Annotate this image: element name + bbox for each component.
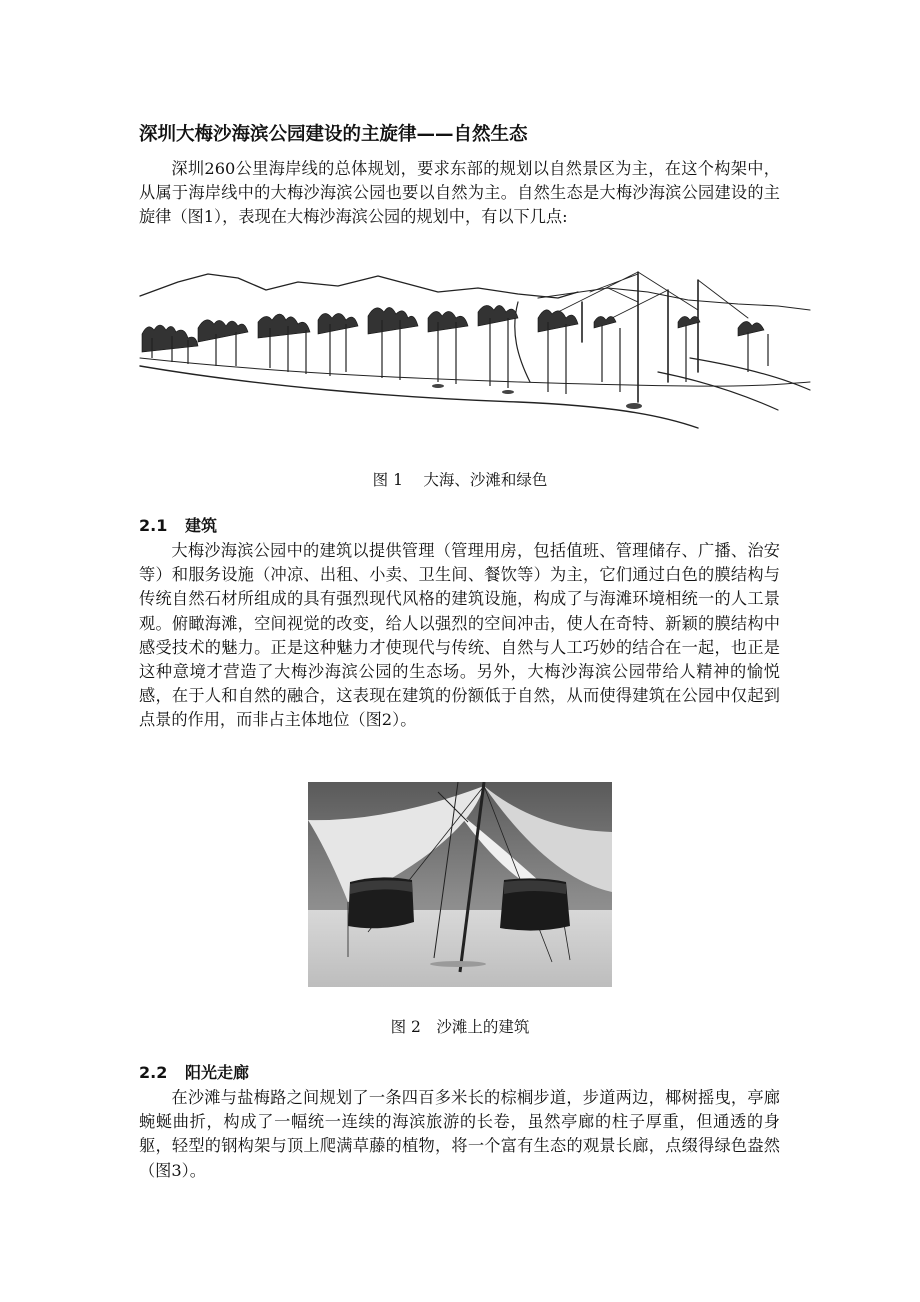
membrane-structure-photo <box>308 782 612 987</box>
section-title: 建筑 <box>185 516 218 535</box>
page-title: 深圳大梅沙海滨公园建设的主旋律——自然生态 <box>139 124 528 145</box>
section-2-2-heading <box>139 1062 249 1084</box>
figure-2-caption: 图 2 沙滩上的建筑 <box>390 1018 530 1036</box>
section-2-1-heading <box>139 515 217 537</box>
section-2-1-body: 大梅沙海滨公园中的建筑以提供管理（管理用房，包括值班、管理储存、广播、治安等）和服务设施（冲凉、出租、小卖、卫生间、餐饮等）为主，它们通过白色的膜结构与传统自然石材所组成的具有强烈现代风格的建筑设施，构成了与海滩环境相统一的人工景观。俯瞰海滩，空间视觉的改变，给人以强烈的空间冲击，使人在奇特、新颖的膜结构中感受技术的魅力。正是这种魅力才使现代与传统、自然与人工巧妙的结合在一起，也正是这种意境才营造了大梅沙海滨公园的生态场。另外，大梅沙海滨公园带给人精神的愉悦感，在于人和自然的融合，这表现在建筑的份额低于自然，从而使得建筑在公园中仅起到点景的作用，而非占主体地位（图2）。 <box>139 541 780 730</box>
intro-paragraph: 深圳260公里海岸线的总体规划，要求东部的规划以自然景区为主，在这个构架中，从属于海岸线中的大梅沙海滨公园也要以自然为主。自然生态是大梅沙海滨公园建设的主旋律（图1），表现在大梅沙海滨公园的规划中，有以下几点: <box>139 159 780 227</box>
figure-1-sketch <box>138 262 812 432</box>
section-2-2-body: 在沙滩与盐梅路之间规划了一条四百多米长的棕榈步道，步道两边，椰树摇曳，亭廊蜿蜒曲折，构成了一幅统一连续的海滨旅游的长卷，虽然亭廊的柱子厚重，但通透的身躯，轻型的钢构架与顶上爬满草藤的植物，将一个富有生态的观景长廊，点缀得绿色盎然（图3）。 <box>139 1088 780 1180</box>
section-number: 2.2 <box>139 1063 168 1082</box>
section-number: 2.1 <box>139 516 168 535</box>
figure-2-photo <box>308 782 612 987</box>
section-title: 阳光走廊 <box>185 1063 250 1082</box>
beach-landscape-sketch-image <box>138 262 812 432</box>
figure-1-caption: 图 1 大海、沙滩和绿色 <box>372 471 548 489</box>
